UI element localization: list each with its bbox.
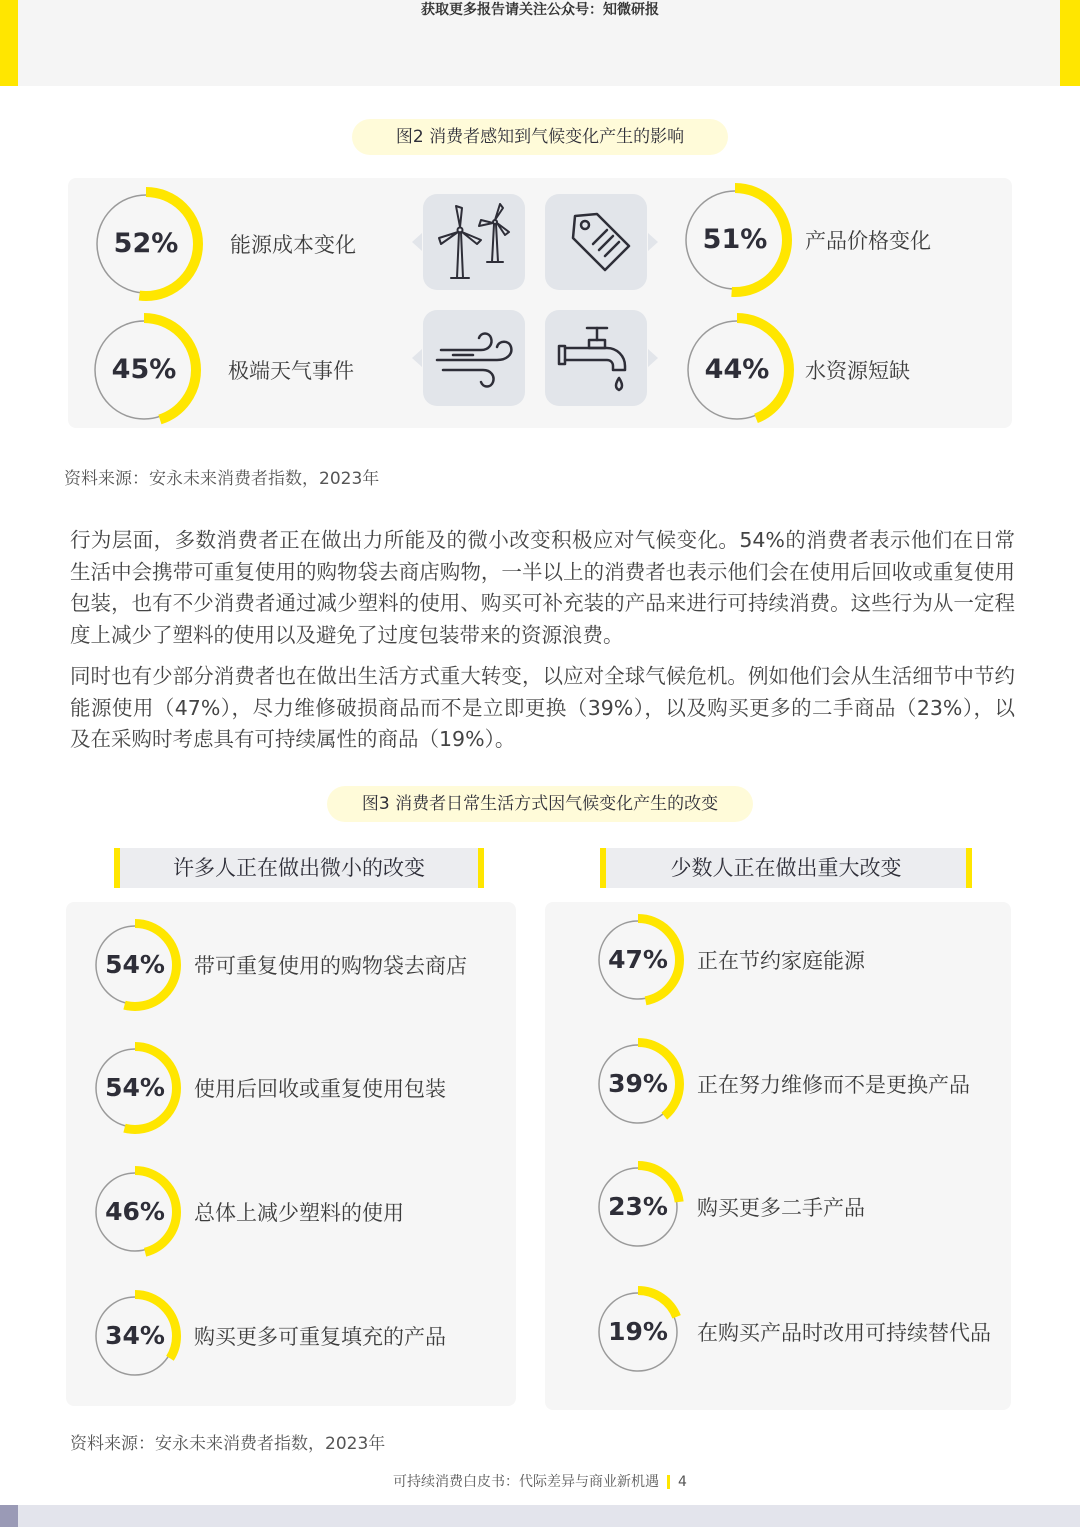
impact-label: 水资源短缺 (805, 359, 910, 383)
accent-bar (600, 848, 606, 888)
left-column-heading (114, 848, 484, 888)
item-label: 购买更多可重复填充的产品 (194, 1325, 446, 1349)
heading-text: 少数人正在做出重大改变 (670, 856, 902, 880)
impact-label: 能源成本变化 (230, 233, 356, 257)
accent-bar (966, 848, 972, 888)
major-change-item (591, 913, 865, 1007)
percent-label: 51% (702, 224, 768, 255)
accent-bar-right (1060, 0, 1080, 86)
percent-label: 19% (608, 1317, 668, 1346)
progress-ring (591, 913, 685, 1007)
impact-stat-weather (86, 312, 354, 428)
figure3-source: 资料来源：安永未来消费者指数，2023年 (70, 1434, 386, 1454)
percent-label: 54% (105, 1073, 165, 1102)
impact-stat-price (677, 182, 931, 298)
top-banner (0, 0, 1080, 86)
major-change-item (591, 1160, 865, 1254)
page-number: 4 (678, 1474, 687, 1490)
percent-label: 47% (608, 945, 668, 974)
item-label: 总体上减少塑料的使用 (194, 1201, 404, 1225)
footer-title: 可持续消费白皮书：代际差异与商业新机遇 (393, 1474, 660, 1490)
percent-label: 52% (113, 228, 179, 259)
item-label: 购买更多二手产品 (697, 1196, 865, 1220)
progress-ring (88, 1041, 182, 1135)
figure2-title: 图2 消费者感知到气候变化产生的影响 (352, 119, 728, 155)
footer-divider (667, 1475, 670, 1489)
price-tag-icon (545, 194, 647, 290)
faucet-icon (545, 310, 647, 406)
progress-ring (591, 1285, 685, 1379)
percent-label: 23% (608, 1192, 668, 1221)
progress-ring (679, 312, 795, 428)
body-paragraph: 行为层面，多数消费者正在做出力所能及的微小改变积极应对气候变化。54%的消费者表示他们在日常生活中会携带可重复使用的购物袋去商店购物，一半以上的消费者也表示他们会在使用后回收或重复使用包装，也有不少消费者通过减少塑料的使用、购买可补充装的产品来进行可持续消费。这些行为从一定程度上减少了塑料的使用以及避免了过度包装带来的资源浪费。 (70, 528, 1015, 647)
small-change-item (88, 1289, 446, 1383)
major-change-item (591, 1037, 970, 1131)
page-footer (0, 1471, 1080, 1491)
progress-ring (86, 312, 202, 428)
item-label: 在购买产品时改用可持续替代品 (697, 1321, 991, 1345)
impact-stat-energy (88, 186, 356, 302)
percent-label: 46% (105, 1197, 165, 1226)
figure3-title: 图3 消费者日常生活方式因气候变化产生的改变 (327, 786, 753, 822)
accent-bar (478, 848, 484, 888)
progress-ring (88, 1165, 182, 1259)
impact-stat-water (679, 312, 910, 428)
progress-ring (88, 1289, 182, 1383)
item-label: 正在节约家庭能源 (697, 949, 865, 973)
accent-bar (114, 848, 120, 888)
pointer-left (412, 349, 422, 367)
major-change-item (591, 1285, 991, 1379)
item-label: 带可重复使用的购物袋去商店 (194, 954, 467, 978)
progress-ring (88, 186, 204, 302)
small-change-item (88, 1041, 446, 1135)
wind-icon (423, 310, 525, 406)
item-label: 正在努力维修而不是更换产品 (697, 1073, 970, 1097)
body-paragraph: 同时也有少部分消费者也在做出生活方式重大转变，以应对全球气候危机。例如他们会从生活细节中节约能源使用（47%），尽力维修破损商品而不是立即更换（39%），以及购买更多的二手商品（23%），以及在采购时考虑具有可持续属性的商品（19%）。 (70, 664, 1015, 751)
pointer-right (648, 233, 658, 251)
small-change-item (88, 1165, 404, 1259)
impact-label: 极端天气事件 (228, 359, 354, 383)
pointer-left (412, 233, 422, 251)
percent-label: 45% (111, 354, 177, 385)
header-notice: 获取更多报告请关注公众号：知微研报 (421, 2, 659, 18)
bottom-strip (0, 1505, 1080, 1527)
percent-label: 44% (704, 354, 770, 385)
progress-ring (88, 918, 182, 1012)
pointer-right (648, 349, 658, 367)
heading-text: 许多人正在做出微小的改变 (173, 856, 425, 880)
impact-label: 产品价格变化 (805, 229, 931, 253)
right-column-heading (600, 848, 972, 888)
percent-label: 54% (105, 950, 165, 979)
bottom-accent (0, 1505, 18, 1527)
wind-turbine-icon (423, 194, 525, 290)
percent-label: 39% (608, 1069, 668, 1098)
figure2-source: 资料来源：安永未来消费者指数，2023年 (64, 469, 380, 489)
small-change-item (88, 918, 467, 1012)
progress-ring (677, 182, 793, 298)
progress-ring (591, 1037, 685, 1131)
item-label: 使用后回收或重复使用包装 (194, 1077, 446, 1101)
progress-ring (591, 1160, 685, 1254)
percent-label: 34% (105, 1321, 165, 1350)
